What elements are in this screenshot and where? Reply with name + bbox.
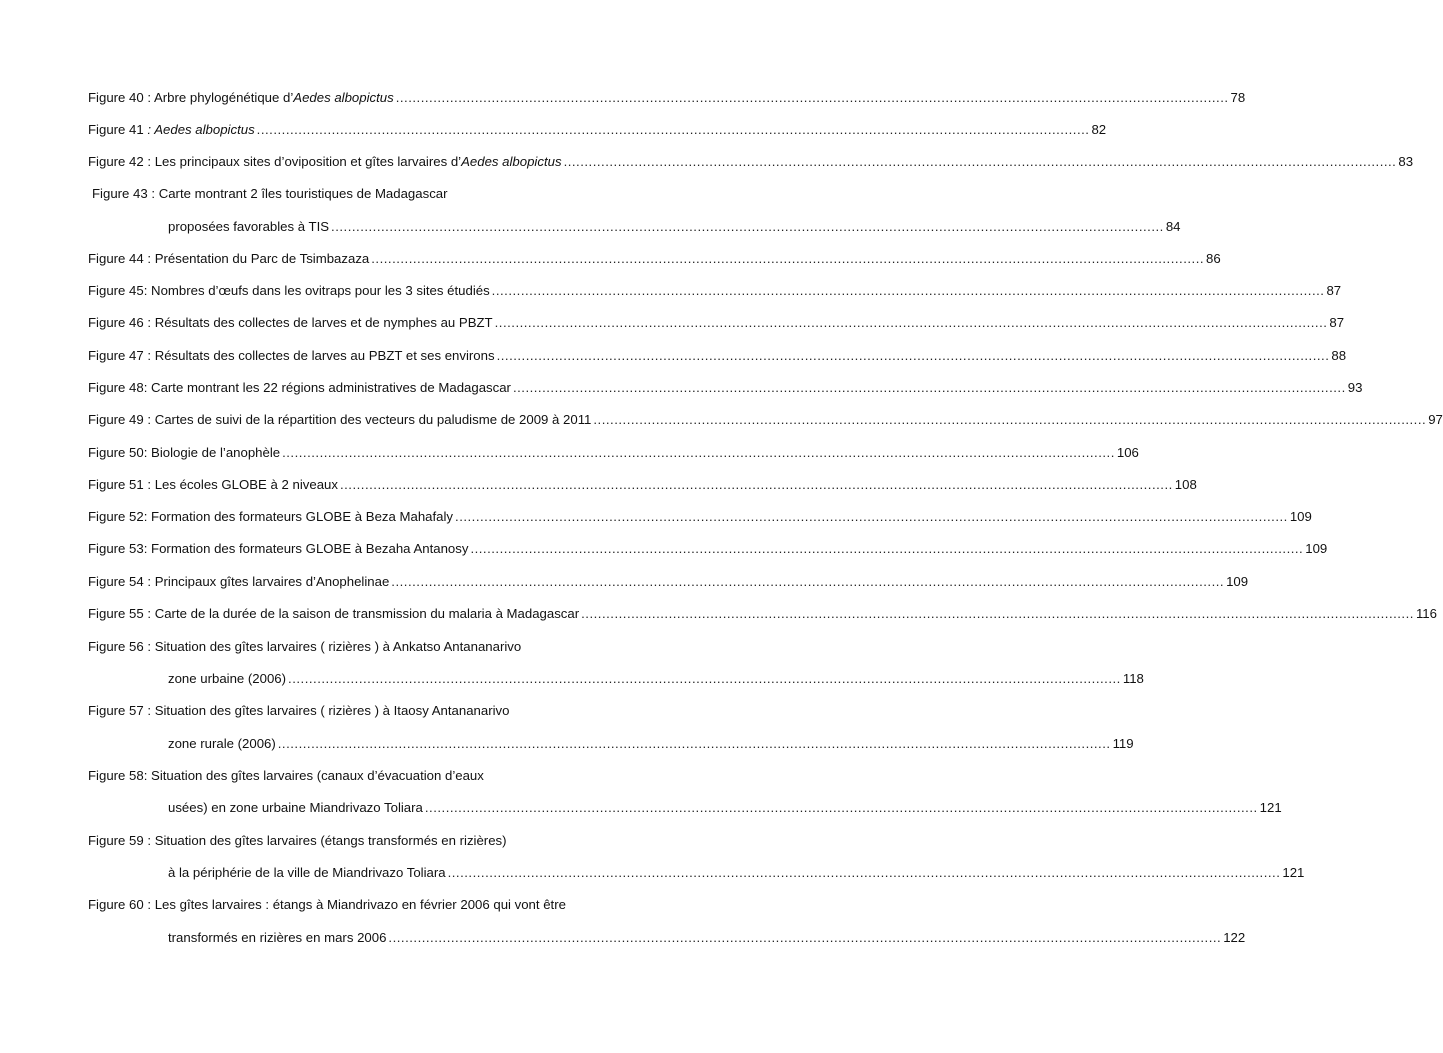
dot-leader: ........................................................................................................................................................................................................: [494, 315, 1328, 330]
page-number: 83: [1398, 154, 1414, 169]
toc-entry-figure-43-line1: Figure 43 : Carte montrant 2 îles touristiques de Madagascar: [92, 186, 448, 201]
toc-entry-figure-59-line2: à la périphérie de la ville de Miandrivazo Toliara ........................................................................................................................................................................................................ 121: [168, 865, 1305, 880]
toc-entry-figure-45: Figure 45: Nombres d’œufs dans les ovitraps pour les 3 sites étudiés ........................................................................................................................................................................................................ 87: [88, 283, 1342, 298]
toc-entry-figure-53: Figure 53: Formation des formateurs GLOBE à Bezaha Antanosy ........................................................................................................................................................................................................ 109: [88, 541, 1328, 556]
page-number: 119: [1112, 736, 1134, 751]
dot-leader: ........................................................................................................................................................................................................: [563, 154, 1397, 169]
page-number: 78: [1230, 90, 1246, 105]
toc-entry-figure-58-line2: usées) en zone urbaine Miandrivazo Toliara ........................................................................................................................................................................................................ 121: [168, 800, 1282, 815]
dot-leader: ........................................................................................................................................................................................................: [371, 251, 1205, 266]
page-number: 109: [1305, 541, 1328, 556]
dot-leader: ........................................................................................................................................................................................................: [447, 865, 1281, 880]
page-number: 121: [1259, 800, 1282, 815]
toc-entry-figure-59-line1: Figure 59 : Situation des gîtes larvaires (étangs transformés en rizières): [88, 833, 507, 848]
dot-leader: ........................................................................................................................................................................................................: [282, 445, 1115, 460]
toc-entry-figure-57-line2: zone rurale (2006) ........................................................................................................................................................................................................ 119: [168, 736, 1134, 751]
page-number: 118: [1122, 671, 1144, 686]
toc-entry-figure-42: Figure 42 : Les principaux sites d’oviposition et gîtes larvaires d’Aedes albopictus ........................................................................................................................................................................................................ 83: [88, 154, 1414, 169]
dot-leader: ........................................................................................................................................................................................................: [496, 348, 1330, 363]
toc-entry-figure-48: Figure 48: Carte montrant les 22 régions administratives de Madagascar ........................................................................................................................................................................................................ 93: [88, 380, 1363, 395]
page-number: 97: [1428, 412, 1443, 427]
toc-entry-figure-56-line2: zone urbaine (2006) ........................................................................................................................................................................................................ 118: [168, 671, 1144, 686]
page-number: 106: [1116, 445, 1139, 460]
dot-leader: ........................................................................................................................................................................................................: [277, 736, 1111, 751]
dot-leader: ........................................................................................................................................................................................................: [581, 606, 1414, 621]
toc-entry-figure-40: Figure 40 : Arbre phylogénétique d’Aedes albopictus ........................................................................................................................................................................................................ 78: [88, 90, 1246, 105]
page-number: 93: [1347, 380, 1363, 395]
dot-leader: ........................................................................................................................................................................................................: [455, 509, 1288, 524]
toc-entry-figure-56-line1: Figure 56 : Situation des gîtes larvaires ( rizières ) à Ankatso Antananarivo: [88, 639, 522, 654]
toc-entry-figure-55: Figure 55 : Carte de la durée de la saison de transmission du malaria à Madagascar ........................................................................................................................................................................................................ 116: [88, 606, 1437, 621]
toc-entry-figure-52: Figure 52: Formation des formateurs GLOBE à Beza Mahafaly ........................................................................................................................................................................................................ 109: [88, 509, 1312, 524]
toc-entry-figure-51: Figure 51 : Les écoles GLOBE à 2 niveaux ........................................................................................................................................................................................................ 108: [88, 477, 1197, 492]
dot-leader: ........................................................................................................................................................................................................: [256, 122, 1090, 137]
dot-leader: ........................................................................................................................................................................................................: [424, 800, 1258, 815]
page-number: 121: [1282, 865, 1305, 880]
page-number: 87: [1326, 283, 1342, 298]
toc-entry-figure-60-line1: Figure 60 : Les gîtes larvaires : étangs à Miandrivazo en février 2006 qui vont être: [88, 897, 566, 912]
page-number: 86: [1206, 251, 1221, 266]
dot-leader: ........................................................................................................................................................................................................: [491, 283, 1325, 298]
toc-entry-figure-50: Figure 50: Biologie de l’anophèle ........................................................................................................................................................................................................ 106: [88, 445, 1139, 460]
toc-entry-figure-41: Figure 41 : Aedes albopictus ........................................................................................................................................................................................................ 82: [88, 122, 1107, 137]
dot-leader: ........................................................................................................................................................................................................: [288, 671, 1121, 686]
page-number: 108: [1174, 477, 1197, 492]
page-number: 82: [1091, 122, 1107, 137]
page-number: 109: [1226, 574, 1249, 589]
page-number: 116: [1415, 606, 1437, 621]
toc-entry-figure-47: Figure 47 : Résultats des collectes de larves au PBZT et ses environs ........................................................................................................................................................................................................ 88: [88, 348, 1347, 363]
dot-leader: ........................................................................................................................................................................................................: [388, 930, 1222, 945]
dot-leader: ........................................................................................................................................................................................................: [331, 219, 1164, 234]
page-number: 88: [1331, 348, 1347, 363]
toc-entry-figure-54: Figure 54 : Principaux gîtes larvaires d’Anophelinae ........................................................................................................................................................................................................ 109: [88, 574, 1249, 589]
toc-entry-figure-43-line2: proposées favorables à TIS ........................................................................................................................................................................................................ 84: [168, 219, 1181, 234]
toc-entry-figure-60-line2: transformés en rizières en mars 2006 ........................................................................................................................................................................................................ 122: [168, 930, 1246, 945]
toc-entry-figure-49: Figure 49 : Cartes de suivi de la répartition des vecteurs du paludisme de 2009 à 2011 ........................................................................................................................................................................................................ 97: [88, 412, 1443, 427]
toc-entry-figure-46: Figure 46 : Résultats des collectes de larves et de nymphes au PBZT ........................................................................................................................................................................................................ 87: [88, 315, 1345, 330]
page-number: 122: [1223, 930, 1246, 945]
toc-entry-figure-44: Figure 44 : Présentation du Parc de Tsimbazaza ........................................................................................................................................................................................................ 86: [88, 251, 1221, 266]
dot-leader: ........................................................................................................................................................................................................: [391, 574, 1225, 589]
toc-entry-figure-57-line1: Figure 57 : Situation des gîtes larvaires ( rizières ) à Itaosy Antananarivo: [88, 703, 510, 718]
dot-leader: ........................................................................................................................................................................................................: [470, 541, 1304, 556]
toc-entry-figure-58-line1: Figure 58: Situation des gîtes larvaires (canaux d’évacuation d’eaux: [88, 768, 484, 783]
dot-leader: ........................................................................................................................................................................................................: [593, 412, 1427, 427]
page-number: 84: [1165, 219, 1181, 234]
dot-leader: ........................................................................................................................................................................................................: [339, 477, 1173, 492]
page-number: 87: [1329, 315, 1345, 330]
page-number: 109: [1289, 509, 1312, 524]
dot-leader: ........................................................................................................................................................................................................: [395, 90, 1229, 105]
dot-leader: ........................................................................................................................................................................................................: [512, 380, 1346, 395]
